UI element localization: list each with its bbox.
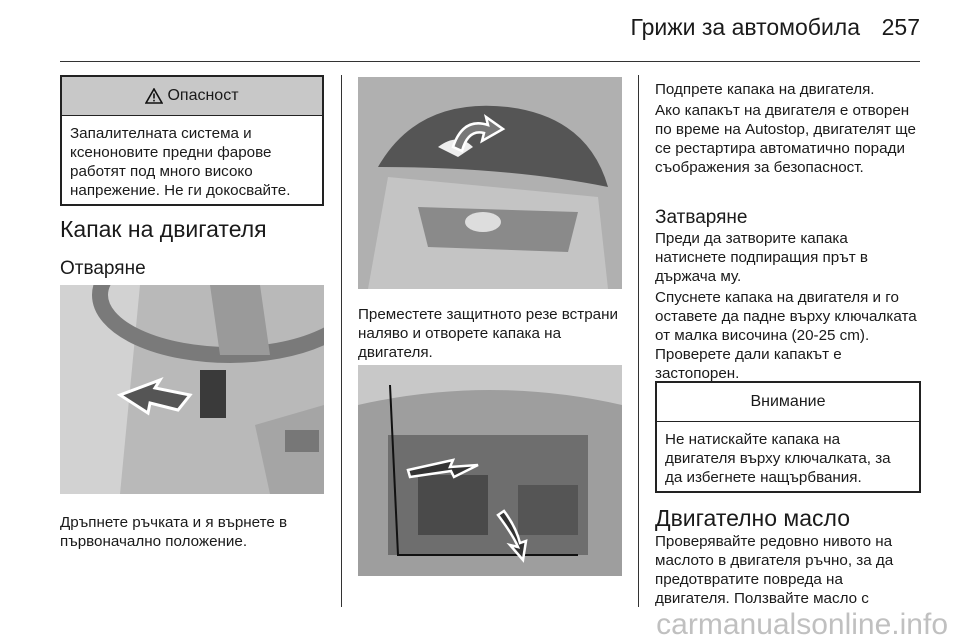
warning-triangle-icon [145, 88, 163, 104]
notice-box-text: Не натискайте капака на двигателя върху ключалката, за да избегнете нащърбвания. [665, 431, 891, 486]
caption-move-latch: Преместете защитното резе встрани наляво и отворете капака на двигателя. [358, 306, 618, 361]
para-prop-hood: Подпрете капака на двигателя. [655, 81, 875, 98]
danger-box-title: Опасност [167, 87, 239, 104]
danger-box-text: Запалителната система и ксеноновите предни фарове работят под много високо напрежение. Не ги докосвайте. [70, 125, 291, 199]
danger-box-header [62, 77, 322, 116]
header-rule [60, 61, 920, 62]
caption-pull-lever: Дръпнете ръчката и я върнете в първоначално положение. [60, 514, 288, 550]
para-autostop: Ако капакът на двигателя е отворен по време на Autostop, двигателят ще се рестартира автоматично поради съображения за безопасност. [655, 102, 916, 176]
para-before-closing: Преди да затворите капака натиснете подпиращия прът в държача му. [655, 230, 868, 285]
danger-box [60, 75, 324, 206]
notice-box-header: Внимание [657, 383, 919, 422]
para-engine-oil: Проверявайте редовно нивото на маслото в двигателя ръчно, за да предотвратите повреда на двигателя. Ползвайте масло с [655, 533, 894, 607]
subsection-title-closing: Затваряне [655, 207, 748, 228]
page-number: 257 [881, 14, 920, 40]
notice-box [655, 381, 921, 493]
watermark: carmanualsonline.info [656, 608, 948, 641]
subsection-title-opening: Отваряне [60, 258, 146, 279]
section-title-engine-oil: Двигателно масло [655, 505, 850, 531]
column-divider-1 [341, 75, 342, 607]
para-lower-hood: Спуснете капака на двигателя и го оставете да падне върху ключалката от малка височина (20-25 cm). Проверете дали капакът е застопорен. [655, 289, 917, 382]
hood-lift-image [358, 77, 622, 289]
header-title: Грижи за автомобила [630, 14, 860, 40]
engine-bay-prop-rod-image [358, 365, 622, 576]
column-divider-2 [638, 75, 639, 607]
hood-release-lever-image [60, 285, 324, 494]
section-title-hood: Капак на двигателя [60, 216, 267, 242]
